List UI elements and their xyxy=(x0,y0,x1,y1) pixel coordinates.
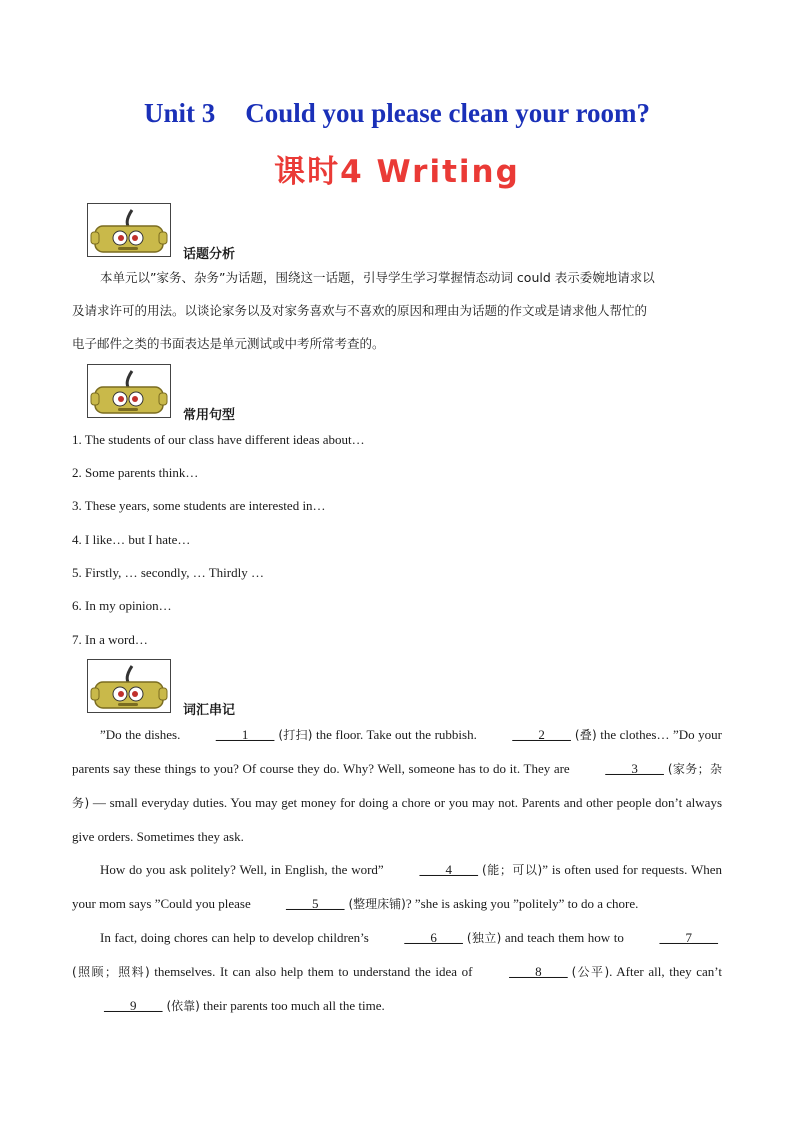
topic-line: 及请求许可的用法。以谈论家务以及对家务喜欢与不喜欢的原因和理由为话题的作文或是请求他人帮忙的 xyxy=(72,303,648,318)
hint-text: (公平) xyxy=(571,965,610,979)
lesson-subtitle: 课时4 Writing xyxy=(274,154,520,190)
pattern-item: 1. The students of our class have different ideas about… xyxy=(72,432,365,447)
hint-text: (独立) xyxy=(466,931,502,945)
passage-paragraph-3 xyxy=(72,921,722,1023)
vocab-passage xyxy=(72,718,722,1023)
pattern-item: 4. I like… but I hate… xyxy=(72,532,191,547)
passage-text: themselves. It can also help them to understand the idea of xyxy=(149,964,478,979)
hint-text: (依靠) xyxy=(166,999,200,1013)
passage-text: their parents too much all the time. xyxy=(199,998,385,1013)
passage-text: the clothes… ”Do your parents say these things to you? Of course they do. Why? Well, someone has to do it. They are xyxy=(72,727,722,776)
fill-blank-5[interactable]: ____5____ xyxy=(285,896,345,911)
title-text: Could you please clean your room? xyxy=(245,98,651,128)
page-title xyxy=(0,98,794,129)
passage-text: the floor. Take out the rubbish. xyxy=(312,727,481,742)
pattern-item: 3. These years, some students are interested in… xyxy=(72,498,326,513)
mascot-icon xyxy=(87,203,171,257)
fill-blank-6[interactable]: ____6____ xyxy=(404,930,463,945)
passage-text: ? ”she is asking you ”politely” to do a chore. xyxy=(405,896,639,911)
pattern-item: 5. Firstly, … secondly, … Thirdly … xyxy=(72,565,264,580)
topic-line: 电子邮件之类的书面表达是单元测试或中考所常考查的。 xyxy=(72,336,385,351)
section-heading-patterns: 常用句型 xyxy=(183,408,236,423)
hint-text: (家务；杂务) xyxy=(72,762,722,810)
fill-blank-8[interactable]: ____8____ xyxy=(509,964,568,979)
passage-paragraph-1 xyxy=(72,718,722,853)
topic-paragraph xyxy=(72,261,722,360)
fill-blank-1[interactable]: ____1____ xyxy=(215,727,275,742)
fill-blank-3[interactable]: ____3____ xyxy=(605,761,664,776)
pattern-item: 7. In a word… xyxy=(72,632,148,647)
fill-blank-4[interactable]: ____4____ xyxy=(419,862,479,877)
passage-paragraph-2 xyxy=(72,853,722,921)
fill-blank-2[interactable]: ____2____ xyxy=(512,727,571,742)
hint-text: (打扫) xyxy=(278,728,313,742)
passage-text: ”Do the dishes. xyxy=(100,727,184,742)
passage-text: . After all, they can’t xyxy=(609,964,722,979)
passage-text: — small everyday duties. You may get money for doing a chore or you may not. Parents and other people don’t always give orders. Sometimes they ask. xyxy=(72,795,723,844)
passage-text: and teach them how to xyxy=(501,930,628,945)
hint-text: (能；可以) xyxy=(482,863,543,877)
passage-text: In fact, doing chores can help to develop children’s xyxy=(100,930,373,945)
fill-blank-7[interactable]: ____7____ xyxy=(659,930,718,945)
hint-text: (照顾；照料) xyxy=(72,965,150,979)
pattern-item: 2. Some parents think… xyxy=(72,465,199,480)
mascot-icon xyxy=(87,659,171,713)
fill-blank-9[interactable]: ____9____ xyxy=(104,998,163,1013)
mascot-icon xyxy=(87,364,171,418)
topic-line: 本单元以”家务、杂务”为话题，围绕这一话题，引导学生学习掌握情态动词 could 表示委婉地请求以 xyxy=(100,270,655,285)
unit-label: Unit 3 xyxy=(143,98,216,128)
hint-text: (整理床铺) xyxy=(348,897,406,911)
pattern-item: 6. In my opinion… xyxy=(72,598,172,613)
passage-text: ” is often used for requests. When your mom says ”Could you please xyxy=(72,862,722,911)
passage-text: How do you ask politely? Well, in English, the word” xyxy=(100,862,388,877)
section-heading-topic: 话题分析 xyxy=(183,247,236,262)
hint-text: (叠) xyxy=(574,728,597,742)
section-heading-vocab: 词汇串记 xyxy=(183,703,236,718)
